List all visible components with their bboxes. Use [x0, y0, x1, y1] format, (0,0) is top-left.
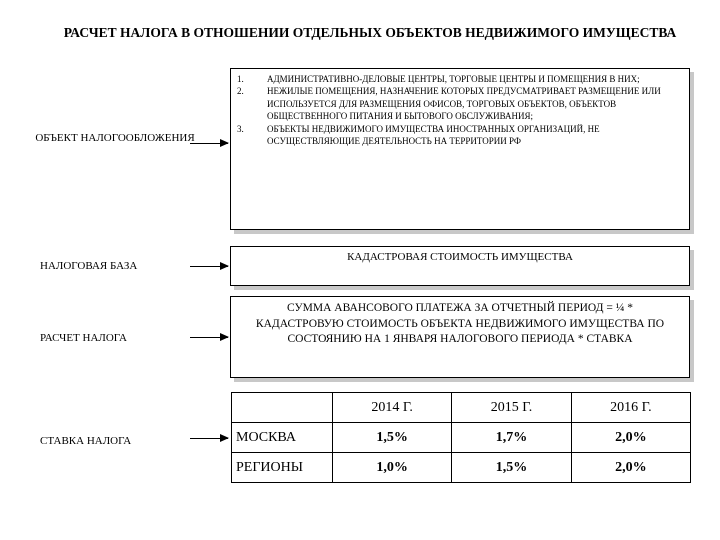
region-cell: РЕГИОНЫ	[232, 453, 333, 483]
table-header-row	[232, 393, 691, 423]
item-number: 3.	[237, 123, 244, 134]
year-header: 2014 Г.	[333, 393, 452, 423]
object-item	[233, 73, 683, 85]
item-number: 2.	[237, 86, 244, 97]
object-item	[233, 123, 683, 148]
object-item	[233, 85, 683, 122]
rate-cell: 2,0%	[571, 423, 690, 453]
table-row	[232, 453, 691, 483]
base-label: НАЛОГОВАЯ БАЗА	[40, 260, 138, 272]
object-label: ОБЪЕКТ НАЛОГООБЛОЖЕНИЯ	[35, 132, 195, 144]
item-text: АДМИНИСТРАТИВНО-ДЕЛОВЫЕ ЦЕНТРЫ, ТОРГОВЫЕ ЦЕНТРЫ И ПОМЕЩЕНИЯ В НИХ;	[267, 74, 640, 84]
object-arrow	[190, 143, 228, 144]
rate-cell: 1,7%	[452, 423, 571, 453]
calc-arrow	[190, 337, 228, 338]
rate-table	[231, 392, 691, 483]
base-box: КАДАСТРОВАЯ СТОИМОСТЬ ИМУЩЕСТВА	[230, 246, 690, 286]
rate-cell: 1,5%	[452, 453, 571, 483]
rate-cell: 1,0%	[333, 453, 452, 483]
calc-label: РАСЧЕТ НАЛОГА	[40, 332, 127, 344]
rate-arrow	[190, 438, 228, 439]
year-header: 2015 Г.	[452, 393, 571, 423]
region-cell: МОСКВА	[232, 423, 333, 453]
rate-cell: 1,5%	[333, 423, 452, 453]
item-number: 1.	[237, 74, 244, 84]
rate-label: СТАВКА НАЛОГА	[40, 435, 132, 447]
object-list	[233, 73, 683, 147]
base-arrow	[190, 266, 228, 267]
page-title: РАСЧЕТ НАЛОГА В ОТНОШЕНИИ ОТДЕЛЬНЫХ ОБЪЕКТОВ НЕДВИЖИМОГО ИМУЩЕСТВА	[63, 25, 677, 40]
item-text: НЕЖИЛЫЕ ПОМЕЩЕНИЯ, НАЗНАЧЕНИЕ КОТОРЫХ ПРЕДУСМАТРИВАЕТ РАЗМЕЩЕНИЕ ИЛИ ИСПОЛЬЗУЕТСЯ ДЛЯ РАЗМЕЩЕНИЯ ОФИСОВ, ТОРГОВЫХ ОБЪЕКТОВ, ОБЪЕКТОВ ОБЩЕСТВЕННОГО ПИТАНИЯ И БЫТОВОГО ОБСЛУЖИВАНИЯ;	[267, 86, 661, 122]
rate-cell: 2,0%	[571, 453, 690, 483]
table-row	[232, 423, 691, 453]
item-text: ОБЪЕКТЫ НЕДВИЖИМОГО ИМУЩЕСТВА ИНОСТРАННЫХ ОРГАНИЗАЦИЙ, НЕ ОСУЩЕСТВЛЯЮЩИЕ ДЕЯТЕЛЬНОСТЬ НА ТЕРРИТОРИИ РФ	[267, 123, 600, 147]
object-box	[230, 68, 690, 230]
table-corner-cell	[232, 393, 333, 423]
calc-box: СУММА АВАНСОВОГО ПЛАТЕЖА ЗА ОТЧЕТНЫЙ ПЕРИОД = ¼ * КАДАСТРОВУЮ СТОИМОСТЬ ОБЪЕКТА НЕДВИЖИМОГО ИМУЩЕСТВА ПО СОСТОЯНИЮ НА 1 ЯНВАРЯ НАЛОГОВОГО ПЕРИОДА * СТАВКА	[230, 296, 690, 378]
year-header: 2016 Г.	[571, 393, 690, 423]
